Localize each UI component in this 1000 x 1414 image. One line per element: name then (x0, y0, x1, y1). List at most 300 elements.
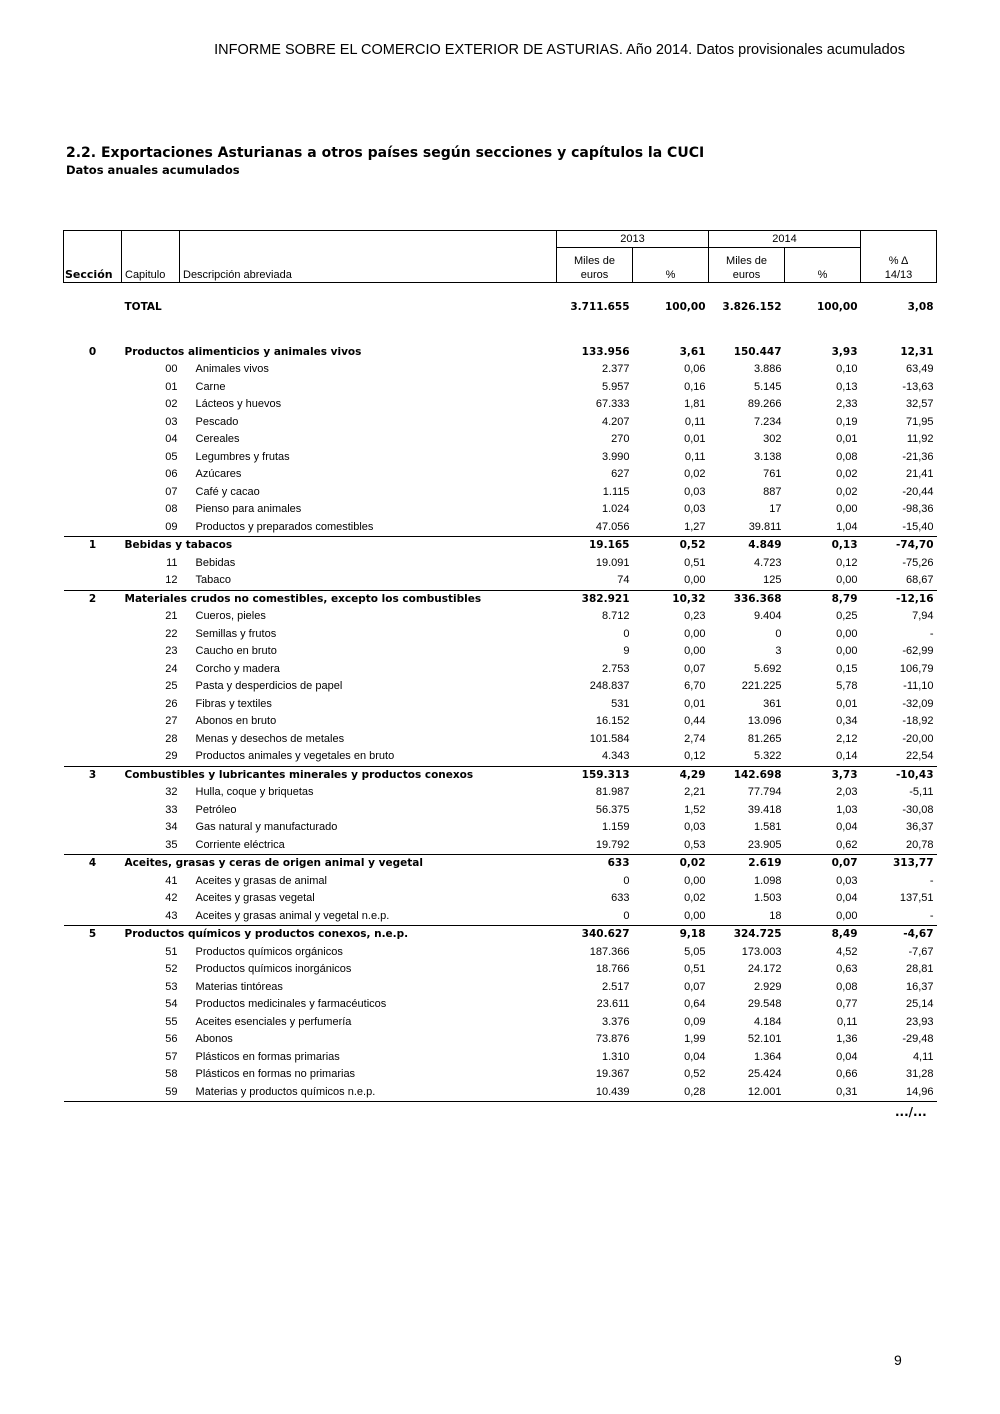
chapter-spacer (64, 661, 122, 679)
seccion-header: Sección (64, 248, 122, 283)
chapter-code: 55 (165, 1015, 178, 1028)
chapter-value-2013: 73.876 (595, 1033, 630, 1046)
chapter-pct-2014: 2,03 (836, 786, 858, 799)
chapter-value-2014: 3 (775, 645, 782, 658)
chapter-spacer (64, 819, 122, 837)
chapter-row (64, 908, 937, 926)
chapter-variation: 14,96 (861, 1084, 937, 1102)
chapter-pct-2013: 0,16 (684, 380, 706, 393)
chapter-value-2013: 23.611 (596, 998, 630, 1011)
chapter-row (64, 1031, 937, 1049)
chapter-value-2013: 248.837 (589, 680, 630, 693)
chapter-pct-2014: 1,36 (836, 1033, 858, 1046)
chapter-variation: 63,49 (906, 363, 934, 376)
chapter-spacer (64, 379, 122, 397)
chapter-description: Productos medicinales y farmacéuticos (195, 998, 387, 1011)
chapter-pct-2013: 0,03 (684, 821, 706, 834)
chapter-code: 25 (165, 680, 178, 693)
total-row (64, 283, 937, 332)
chapter-pct-2013: 0,28 (633, 1084, 709, 1102)
section-row (64, 766, 937, 784)
chapter-row (64, 748, 937, 766)
chapter-row (64, 1049, 937, 1067)
chapter-variation: 106,79 (899, 662, 934, 675)
miles-de-label: Miles de (574, 255, 615, 267)
chapter-value-2013: 101.584 (589, 732, 630, 745)
chapter-code: 29 (165, 750, 178, 763)
chapter-variation: 4,11 (912, 1050, 934, 1063)
title-block (66, 145, 704, 177)
chapter-spacer (64, 678, 122, 696)
chapter-value-2014: 7.234 (753, 415, 782, 428)
chapter-value-2013: 2.377 (601, 363, 630, 376)
chapter-description: Pescado (195, 415, 239, 428)
section-row (64, 855, 937, 873)
section-code: 1 (64, 537, 122, 555)
chapter-row (64, 608, 937, 626)
chapter-code: 22 (165, 627, 178, 640)
section-value-2014: 150.447 (733, 346, 782, 358)
chapter-variation: - (929, 909, 934, 922)
chapter-pct-2013: 0,00 (684, 627, 706, 640)
chapter-spacer (64, 396, 122, 414)
chapter-code: 32 (165, 786, 178, 799)
chapter-pct-2014: 0,14 (836, 750, 858, 763)
chapter-pct-2014: 0,31 (785, 1084, 861, 1102)
chapter-variation: 68,67 (906, 574, 934, 587)
continue-marker: .../... (895, 1105, 927, 1119)
chapter-pct-2014: 0,01 (836, 697, 858, 710)
chapter-pct-2013: 0,00 (684, 909, 706, 922)
section-row (64, 331, 937, 361)
chapter-value-2014: 173.003 (741, 945, 782, 958)
chapter-value-2014: 5.322 (753, 750, 782, 763)
chapter-spacer (64, 608, 122, 626)
chapter-spacer (64, 643, 122, 661)
chapter-code: 00 (165, 363, 178, 376)
chapter-pct-2014: 0,25 (836, 610, 858, 623)
chapter-pct-2014: 1,03 (836, 803, 858, 816)
chapter-description: Pasta y desperdicios de papel (195, 680, 343, 693)
pct-2014-header: % (785, 248, 861, 283)
chapter-pct-2013: 0,11 (684, 415, 706, 428)
chapter-variation: -20,00 (902, 732, 934, 745)
chapter-value-2013: 0 (623, 874, 630, 887)
chapter-value-2013: 633 (611, 892, 630, 905)
chapter-code: 35 (165, 838, 178, 851)
chapter-row (64, 819, 937, 837)
chapter-variation: -20,44 (902, 485, 934, 498)
chapter-row (64, 996, 937, 1014)
chapter-value-2013: 0 (623, 909, 630, 922)
chapter-description: Aceites esenciales y perfumería (195, 1015, 352, 1028)
section-code: 3 (64, 766, 122, 784)
chapter-description: Corriente eléctrica (195, 838, 285, 851)
section-description: Materiales crudos no comestibles, excepto los combustibles (122, 590, 557, 608)
chapter-value-2013: 531 (611, 697, 630, 710)
chapter-value-2013: 19.091 (595, 556, 630, 569)
chapter-pct-2013: 0,53 (684, 838, 706, 851)
chapter-value-2013: 3.990 (601, 450, 630, 463)
chapter-row (64, 501, 937, 519)
chapter-description: Pienso para animales (195, 503, 302, 516)
chapter-pct-2014: 1,04 (836, 520, 858, 533)
chapter-value-2014: 25.424 (747, 1068, 782, 1081)
chapter-value-2014: 3.138 (753, 450, 782, 463)
section-value-2014: 142.698 (709, 766, 785, 784)
chapter-value-2013: 2.753 (601, 662, 630, 675)
period-label: 14/13 (884, 269, 913, 281)
exports-table (63, 230, 937, 1102)
chapter-code: 34 (165, 821, 178, 834)
chapter-description: Tabaco (195, 574, 231, 587)
chapter-value-2014: 361 (763, 697, 782, 710)
chapter-pct-2013: 0,06 (684, 363, 706, 376)
chapter-description: Materias y productos químicos n.e.p. (180, 1084, 557, 1102)
chapter-pct-2013: 0,07 (684, 662, 706, 675)
chapter-variation: 11,92 (906, 433, 934, 446)
pct-delta-label: % Δ (888, 255, 909, 267)
chapter-code: 08 (165, 503, 178, 516)
section-value-2014: 336.368 (709, 590, 785, 608)
chapter-description: Corcho y madera (195, 662, 280, 675)
total-pct-2013: 100,00 (664, 300, 706, 313)
section-value-2013: 633 (557, 855, 633, 873)
chapter-row (64, 696, 937, 714)
chapter-spacer (64, 961, 122, 979)
chapter-value-2014: 13.096 (747, 715, 782, 728)
chapter-pct-2014: 0,03 (836, 874, 858, 887)
chapter-description: Productos animales y vegetales en bruto (195, 750, 395, 763)
chapter-spacer (64, 361, 122, 379)
chapter-row (64, 961, 937, 979)
chapter-variation: 23,93 (906, 1015, 934, 1028)
chapter-value-2013: 10.439 (557, 1084, 633, 1102)
section-description: Productos químicos y productos conexos, n.e.p. (122, 926, 557, 944)
chapter-pct-2013: 0,02 (684, 468, 706, 481)
section-pct-2014: 0,13 (785, 537, 861, 555)
chapter-description: Abonos en bruto (195, 715, 277, 728)
chapter-value-2014: 17 (769, 503, 782, 516)
chapter-pct-2014: 0,15 (836, 662, 858, 675)
chapter-row (64, 396, 937, 414)
chapter-pct-2013: 0,01 (684, 433, 706, 446)
section-value-2013: 340.627 (557, 926, 633, 944)
chapter-value-2013: 67.333 (595, 398, 630, 411)
chapter-row (64, 555, 937, 573)
section-description: Bebidas y tabacos (122, 537, 557, 555)
chapter-variation: -29,48 (902, 1033, 934, 1046)
chapter-code: 23 (165, 645, 178, 658)
chapter-variation: -21,36 (902, 450, 934, 463)
chapter-value-2013: 2.517 (601, 980, 630, 993)
chapter-variation: -75,26 (902, 556, 934, 569)
chapter-row (64, 449, 937, 467)
chapter-spacer (64, 1049, 122, 1067)
chapter-pct-2013: 6,70 (684, 680, 706, 693)
total-pct-2014: 100,00 (817, 300, 858, 313)
chapter-variation: -11,10 (903, 680, 934, 693)
chapter-variation: -13,63 (902, 380, 934, 393)
chapter-pct-2014: 0,00 (836, 574, 858, 587)
chapter-pct-2013: 2,21 (684, 786, 706, 799)
chapter-pct-2013: 0,64 (684, 998, 706, 1011)
chapter-pct-2013: 0,07 (684, 980, 706, 993)
section-variation: -10,43 (861, 766, 937, 784)
chapter-pct-2013: 1,99 (684, 1033, 706, 1046)
section-pct-2013: 10,32 (633, 590, 709, 608)
chapter-pct-2013: 1,52 (684, 803, 706, 816)
table-body (64, 283, 937, 1102)
chapter-row (64, 626, 937, 644)
chapter-value-2014: 81.265 (747, 732, 782, 745)
chapter-code: 09 (165, 520, 178, 533)
chapter-value-2014: 29.548 (747, 998, 782, 1011)
chapter-row (64, 414, 937, 432)
chapter-pct-2014: 0,62 (836, 838, 858, 851)
section-value-2014: 324.725 (709, 926, 785, 944)
chapter-pct-2014: 0,02 (836, 468, 858, 481)
chapter-value-2013: 5.957 (601, 380, 630, 393)
chapter-variation: 31,28 (906, 1068, 934, 1081)
section-variation: -74,70 (861, 537, 937, 555)
chapter-pct-2014: 0,08 (836, 450, 858, 463)
chapter-code: 12 (165, 574, 178, 587)
chapter-pct-2013: 0,51 (684, 556, 706, 569)
chapter-pct-2014: 0,11 (836, 1015, 858, 1028)
chapter-value-2013: 627 (611, 468, 630, 481)
chapter-code: 06 (165, 468, 178, 481)
chapter-variation: -62,99 (902, 645, 934, 658)
chapter-code: 33 (165, 803, 178, 816)
header-cell-blank (180, 231, 557, 248)
chapter-row (64, 678, 937, 696)
section-pct-2014: 0,07 (785, 855, 861, 873)
chapter-pct-2014: 0,12 (836, 556, 858, 569)
chapter-value-2013: 18.766 (595, 963, 630, 976)
chapter-pct-2014: 0,00 (836, 645, 858, 658)
page-number: 9 (894, 1352, 902, 1368)
chapter-spacer (64, 572, 122, 590)
chapter-description: Productos y preparados comestibles (195, 520, 374, 533)
chapter-code: 11 (166, 556, 178, 569)
chapter-value-2014: 4.184 (753, 1015, 782, 1028)
section-value-2013: 159.313 (557, 766, 633, 784)
chapter-pct-2013: 0,03 (684, 485, 706, 498)
chapter-value-2013: 8.712 (601, 610, 630, 623)
chapter-code: 56 (165, 1033, 178, 1046)
chapter-variation: 36,37 (906, 821, 934, 834)
chapter-pct-2013: 0,23 (684, 610, 706, 623)
chapter-row (64, 466, 937, 484)
section-code: 0 (88, 346, 97, 358)
chapter-pct-2013: 2,74 (684, 732, 706, 745)
chapter-value-2013: 19.792 (595, 838, 630, 851)
chapter-row (64, 731, 937, 749)
header-cell-blank (861, 231, 937, 248)
chapter-row (64, 944, 937, 962)
chapter-code: 51 (165, 945, 178, 958)
chapter-value-2014: 1.503 (753, 892, 782, 905)
chapter-variation: -15,40 (902, 520, 934, 533)
chapter-pct-2013: 0,44 (684, 715, 706, 728)
chapter-row (64, 873, 937, 891)
chapter-variation: 20,78 (906, 838, 934, 851)
chapter-spacer (64, 979, 122, 997)
chapter-pct-2013: 0,09 (684, 1015, 706, 1028)
chapter-value-2013: 1.024 (601, 503, 630, 516)
miles-2014-header (709, 248, 785, 283)
page-title: 2.2. Exportaciones Asturianas a otros países según secciones y capítulos la CUCI (66, 145, 705, 161)
chapter-pct-2014: 0,00 (836, 627, 858, 640)
chapter-spacer (64, 431, 122, 449)
chapter-code: 07 (165, 485, 178, 498)
chapter-description: Materias tintóreas (195, 980, 283, 993)
chapter-value-2013: 270 (611, 433, 630, 446)
chapter-description: Lácteos y huevos (195, 398, 282, 411)
chapter-spacer (64, 837, 122, 855)
chapter-code: 58 (165, 1068, 178, 1081)
chapter-code: 21 (165, 610, 178, 623)
euros-label: euros (580, 269, 609, 281)
chapter-pct-2014: 0,10 (836, 363, 858, 376)
total-value-2014: 3.826.152 (722, 300, 782, 313)
chapter-value-2014: 77.794 (747, 786, 782, 799)
chapter-value-2014: 89.266 (747, 398, 782, 411)
chapter-code: 02 (165, 398, 178, 411)
total-value-2013: 3.711.655 (570, 300, 630, 313)
chapter-pct-2014: 0,02 (836, 485, 858, 498)
chapter-pct-2014: 4,52 (836, 945, 858, 958)
chapter-value-2013: 1.310 (601, 1050, 630, 1063)
chapter-description: Petróleo (195, 803, 237, 816)
chapter-value-2013: 81.987 (595, 786, 630, 799)
chapter-row (64, 484, 937, 502)
chapter-value-2014: 39.811 (748, 520, 782, 533)
section-pct-2013: 9,18 (633, 926, 709, 944)
section-description: Aceites, grasas y ceras de origen animal y vegetal (122, 855, 557, 873)
chapter-pct-2013: 0,00 (684, 574, 706, 587)
capitulo-header: Capitulo (122, 248, 180, 283)
chapter-row (64, 431, 937, 449)
chapter-spacer (64, 519, 122, 537)
chapter-row (64, 890, 937, 908)
chapter-row (64, 837, 937, 855)
section-variation: -12,16 (861, 590, 937, 608)
chapter-pct-2014: 0,63 (836, 963, 858, 976)
descripcion-header: Descripción abreviada (180, 248, 557, 283)
chapter-value-2013: 4.343 (601, 750, 630, 763)
chapter-pct-2014: 0,77 (836, 998, 858, 1011)
chapter-spacer (64, 731, 122, 749)
chapter-code: 03 (165, 415, 178, 428)
chapter-description: Menas y desechos de metales (195, 732, 345, 745)
chapter-code: 41 (165, 874, 178, 887)
chapter-variation: 32,57 (906, 398, 934, 411)
chapter-description: Gas natural y manufacturado (195, 821, 338, 834)
chapter-variation: -7,67 (908, 945, 934, 958)
chapter-spacer (64, 1031, 122, 1049)
chapter-description: Plásticos en formas no primarias (195, 1068, 356, 1081)
chapter-description: Aceites y grasas vegetal (195, 892, 315, 905)
chapter-description: Caucho en bruto (195, 645, 277, 658)
section-pct-2014: 8,49 (785, 926, 861, 944)
chapter-pct-2013: 5,05 (684, 945, 706, 958)
chapter-value-2014: 0 (775, 627, 782, 640)
chapter-pct-2013: 0,51 (684, 963, 706, 976)
chapter-value-2014: 761 (763, 468, 782, 481)
chapter-spacer (64, 484, 122, 502)
chapter-pct-2014: 0,34 (836, 715, 858, 728)
chapter-pct-2013: 0,02 (684, 892, 706, 905)
chapter-value-2014: 9.404 (753, 610, 782, 623)
chapter-value-2014: 4.723 (753, 556, 782, 569)
total-variation: 3,08 (907, 300, 934, 313)
chapter-variation: 137,51 (899, 892, 934, 905)
chapter-pct-2013: 0,00 (684, 645, 706, 658)
header-cell-blank (64, 231, 122, 248)
chapter-description: Cueros, pieles (195, 610, 266, 623)
year-2013-header: 2013 (557, 231, 709, 248)
chapter-description: Aceites y grasas animal y vegetal n.e.p. (195, 909, 390, 922)
chapter-value-2014: 887 (763, 485, 782, 498)
chapter-value-2014: 24.172 (747, 963, 782, 976)
chapter-pct-2014: 2,12 (836, 732, 858, 745)
chapter-description: Productos químicos inorgánicos (195, 963, 352, 976)
section-pct-2014: 3,93 (831, 346, 858, 358)
chapter-pct-2013: 0,12 (684, 750, 706, 763)
chapter-variation: - (929, 874, 934, 887)
chapter-spacer (64, 466, 122, 484)
chapter-code: 54 (165, 998, 178, 1011)
chapter-value-2014: 1.364 (753, 1050, 782, 1063)
chapter-spacer (64, 449, 122, 467)
section-value-2014: 4.849 (709, 537, 785, 555)
chapter-row (64, 519, 937, 537)
chapter-row (64, 784, 937, 802)
chapter-value-2013: 19.367 (595, 1068, 630, 1081)
miles-de-label: Miles de (726, 255, 767, 267)
chapter-variation: 25,14 (906, 998, 934, 1011)
chapter-pct-2013: 1,27 (684, 520, 706, 533)
section-pct-2013: 0,52 (633, 537, 709, 555)
chapter-value-2014: 5.145 (753, 380, 782, 393)
chapter-spacer (64, 696, 122, 714)
chapter-value-2014: 1.581 (753, 821, 782, 834)
chapter-row (64, 379, 937, 397)
section-row (64, 590, 937, 608)
chapter-variation: -30,08 (902, 803, 934, 816)
section-pct-2014: 8,79 (785, 590, 861, 608)
chapter-variation: -5,11 (909, 786, 934, 799)
section-code: 5 (64, 926, 122, 944)
chapter-pct-2014: 0,00 (836, 503, 858, 516)
chapter-pct-2013: 0,04 (684, 1050, 706, 1063)
chapter-value-2013: 0 (623, 627, 630, 640)
chapter-description: Cereales (195, 433, 240, 446)
chapter-description: Azúcares (195, 468, 242, 481)
chapter-description: Plásticos en formas primarias (195, 1050, 340, 1063)
chapter-spacer (64, 555, 122, 573)
chapter-description: Semillas y frutos (195, 627, 277, 640)
chapter-pct-2013: 0,00 (684, 874, 706, 887)
chapter-code: 42 (165, 892, 178, 905)
section-variation: 313,77 (861, 855, 937, 873)
section-description: Combustibles y lubricantes minerales y productos conexos (122, 766, 557, 784)
chapter-value-2013: 187.366 (589, 945, 630, 958)
section-code: 2 (64, 590, 122, 608)
chapter-pct-2013: 0,11 (684, 450, 706, 463)
